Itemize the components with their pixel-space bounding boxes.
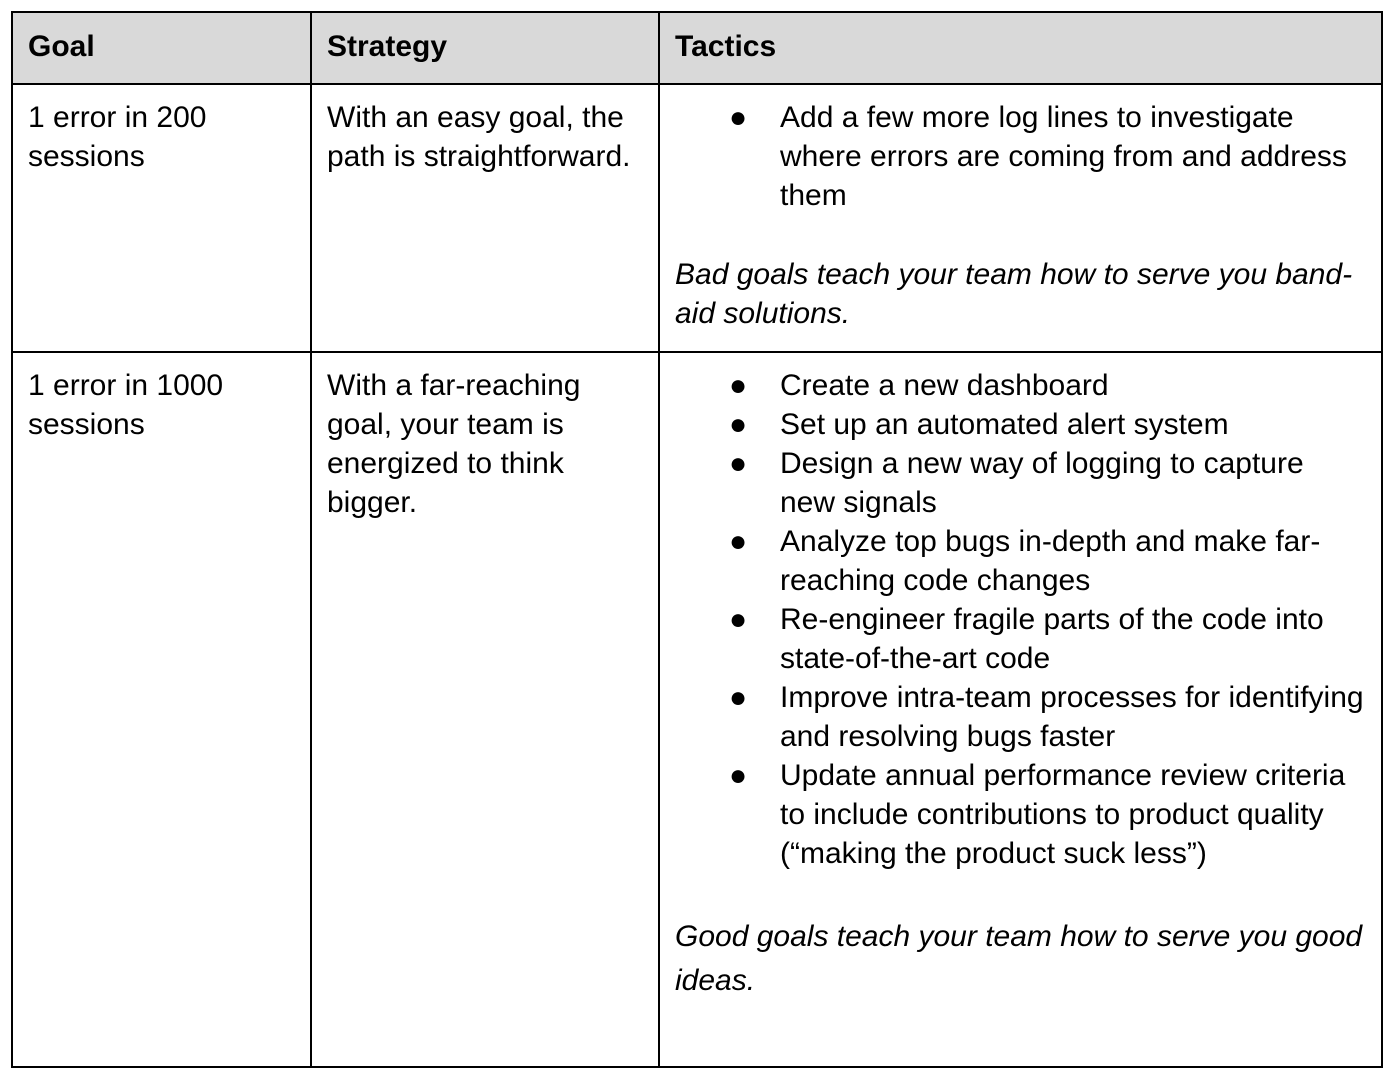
header-strategy-label: Strategy xyxy=(327,30,448,63)
list-item xyxy=(675,444,1367,522)
goals-table xyxy=(11,11,1383,1068)
list-item xyxy=(675,98,1367,215)
tactic-text: Design a new way of logging to capture new signals xyxy=(780,447,1304,519)
list-item xyxy=(675,600,1367,678)
list-item xyxy=(675,522,1367,600)
bullet-icon: ● xyxy=(728,408,748,441)
header-tactics-label: Tactics xyxy=(675,30,777,63)
bullet-icon: ● xyxy=(728,603,748,636)
table-row xyxy=(12,84,1382,352)
bullet-icon: ● xyxy=(728,447,748,480)
tactics-cell xyxy=(659,84,1382,352)
header-strategy xyxy=(311,12,659,84)
tactics-list xyxy=(675,98,1367,215)
bullet-icon: ● xyxy=(728,525,748,558)
strategy-text: With an easy goal, the path is straightforward. xyxy=(327,101,631,173)
goal-text: 1 error in 200 sessions xyxy=(28,101,207,173)
tactic-text: Analyze top bugs in-depth and make far-reaching code changes xyxy=(780,525,1321,597)
strategy-text: With a far-reaching goal, your team is energized to think bigger. xyxy=(327,369,581,519)
bullet-icon: ● xyxy=(728,369,748,402)
tactic-text: Add a few more log lines to investigate where errors are coming from and address them xyxy=(780,101,1347,212)
tactics-note: Good goals teach your team how to serve you good ideas. xyxy=(675,920,1363,997)
bullet-icon: ● xyxy=(728,101,748,134)
tactic-text: Create a new dashboard xyxy=(780,369,1109,402)
bullet-icon: ● xyxy=(728,759,748,792)
list-item xyxy=(675,678,1367,756)
goal-cell xyxy=(12,352,311,1067)
strategy-cell xyxy=(311,84,659,352)
tactics-note: Bad goals teach your team how to serve you band-aid solutions. xyxy=(675,258,1353,330)
tactics-cell xyxy=(659,352,1382,1067)
list-item xyxy=(675,756,1367,873)
strategy-cell xyxy=(311,352,659,1067)
header-tactics xyxy=(659,12,1382,84)
header-row xyxy=(12,12,1382,84)
table-row xyxy=(12,352,1382,1067)
list-item xyxy=(675,366,1367,405)
tactics-list xyxy=(675,366,1367,873)
goal-text: 1 error in 1000 sessions xyxy=(28,369,224,441)
header-goal-label: Goal xyxy=(28,30,95,63)
list-item xyxy=(675,405,1367,444)
tactic-text: Re-engineer fragile parts of the code into state-of-the-art code xyxy=(780,603,1324,675)
bullet-icon: ● xyxy=(728,681,748,714)
tactic-text: Improve intra-team processes for identifying and resolving bugs faster xyxy=(780,681,1364,753)
tactic-text: Update annual performance review criteria to include contributions to product quality (“making the product suck less”) xyxy=(780,759,1346,870)
header-goal xyxy=(12,12,311,84)
tactic-text: Set up an automated alert system xyxy=(780,408,1229,441)
goal-cell xyxy=(12,84,311,352)
